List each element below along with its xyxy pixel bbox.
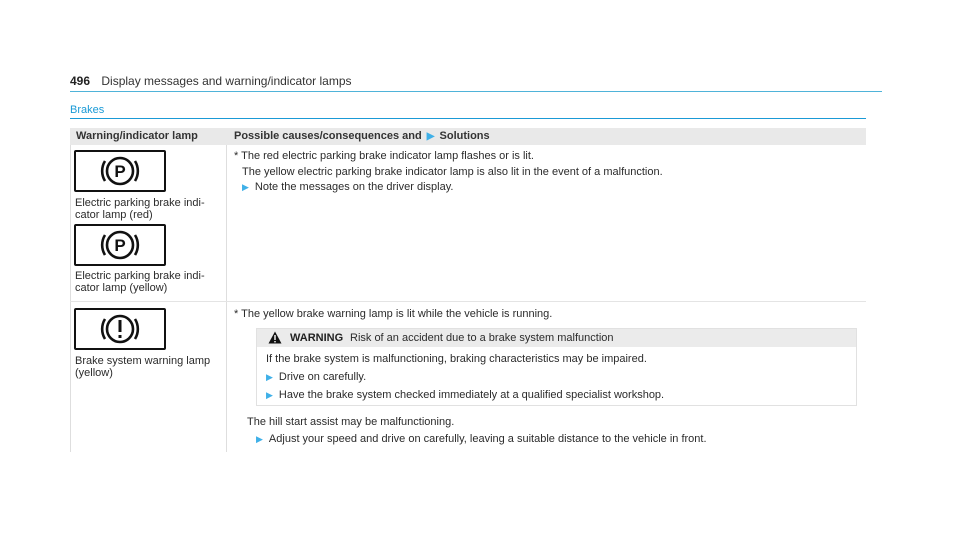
page-header-title: Display messages and warning/indicator lamps [101, 74, 352, 88]
row1-solution: ▶ Note the messages on the driver display. [242, 181, 454, 193]
row1-cause-detail: The yellow electric parking brake indicator lamp is also lit in the event of a malfunction. [242, 166, 663, 178]
table-left-border [70, 145, 71, 452]
lamp-label-red: Electric parking brake indi- cator lamp (red) [75, 197, 205, 221]
lamp-label-brake-system: Brake system warning lamp (yellow) [75, 355, 211, 379]
warning-action-1: ▶ Drive on carefully. [266, 371, 367, 383]
column-divider [226, 145, 227, 452]
page-number: 496 [70, 74, 91, 88]
row1-cause: * The red electric parking brake indicator lamp flashes or is lit. [234, 150, 534, 162]
warning-title: WARNING [290, 332, 344, 344]
row2-cause: * The yellow brake warning lamp is lit while the vehicle is running. [234, 308, 553, 320]
triangle-right-icon: ▶ [266, 372, 273, 382]
parking-brake-icon [74, 224, 166, 266]
warning-subtitle: Risk of an accident due to a brake system malfunction [350, 332, 614, 344]
warning-body: If the brake system is malfunctioning, braking characteristics may be impaired. [266, 353, 647, 365]
warning-box [256, 328, 857, 406]
section-rule [70, 118, 866, 119]
row-divider [70, 301, 866, 302]
column-header-causes-text: Possible causes/consequences and [234, 130, 422, 142]
page-header [70, 74, 352, 88]
warning-triangle-icon [268, 331, 282, 344]
triangle-right-icon: ▶ [426, 131, 435, 142]
parking-brake-icon [74, 150, 166, 192]
triangle-right-icon: ▶ [266, 390, 273, 400]
column-header-solutions-text: Solutions [439, 130, 490, 142]
row2-cause-detail: The hill start assist may be malfunctioning. [247, 416, 455, 428]
warning-action-2: ▶ Have the brake system checked immediately at a qualified specialist workshop. [266, 389, 665, 401]
warning-header [257, 329, 856, 347]
row2-solution: ▶ Adjust your speed and drive on carefully, leaving a suitable distance to the vehicle in front. [256, 433, 707, 445]
section-title: Brakes [70, 104, 105, 116]
brake-warning-icon [74, 308, 166, 350]
svg-text:P: P [114, 162, 126, 181]
column-header-lamp: Warning/indicator lamp [76, 130, 198, 142]
header-rule [70, 91, 882, 92]
lamp-label-yellow: Electric parking brake indi- cator lamp (yellow) [75, 270, 205, 294]
column-header-causes [234, 130, 490, 142]
table-header [70, 128, 866, 145]
svg-text:P: P [114, 236, 126, 255]
triangle-right-icon: ▶ [256, 434, 263, 444]
triangle-right-icon: ▶ [242, 182, 249, 192]
